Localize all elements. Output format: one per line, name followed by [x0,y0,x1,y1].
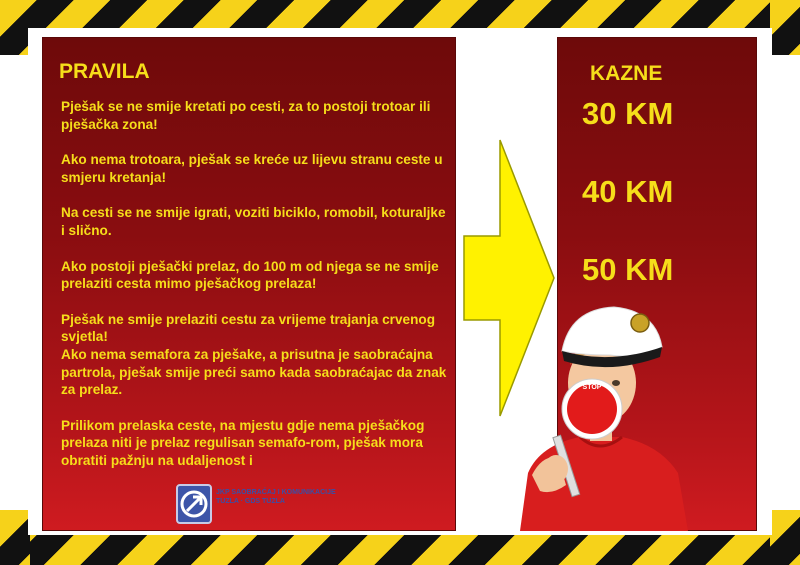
hazard-stripe-top [0,0,800,30]
fine-amount: 50 KM [582,252,674,287]
organization-logo [176,484,336,526]
rule-item: Ako postoji pješački prelaz, do 100 m od njega se ne smije prelaziti cesta mimo pješačkog prelaza! [61,258,439,292]
hazard-stripe-right-bottom [770,510,800,565]
rule-item: Pješak ne smije prelaziti cestu za vrijeme trajanja crvenog svjetla! [61,311,436,345]
rule-item: Pješak se ne smije kretati po cesti, za to postoji trotoar ili pješačka zona! [61,99,431,132]
rule-item: Ako nema semafora za pješake, a prisutna je saobraćajna partrola, pješak smije preći samo kada saobraćajac da znak za prelaz. [61,346,447,398]
rules-title: PRAVILA [59,60,150,83]
fines-title: KAZNE [590,62,663,85]
fine-amount: 40 KM [582,174,674,209]
hazard-stripe-left-bottom [0,510,30,565]
svg-text:STOP: STOP [582,384,602,391]
hazard-stripe-bottom [0,535,800,565]
rules-list [61,98,453,488]
organization-logo-text: JKP SAOBRAĆAJ I KOMUNIKACIJE TUZLA · GDS TUZLA [216,489,336,505]
rule-item: Na cesti se ne smije igrati, voziti biciklo, romobil, koturaljke i slično. [61,205,446,238]
organization-logo-icon [176,484,212,524]
hazard-stripe-left-top [0,0,30,55]
rules-panel [42,37,456,531]
rule-item: Prilikom prelaska ceste, na mjestu gdje nema pješačkog prelaza niti je prelaz regulisan semafo-rom, pješak mora obratiti pažnju na udaljenost i [61,417,425,468]
child-with-stop-sign-illustration [510,305,692,536]
hazard-stripe-right-top [770,0,800,55]
rule-item: Ako nema trotoara, pješak se kreće uz lijevu stranu ceste u smjeru kretanja! [61,152,443,185]
fine-amount: 30 KM [582,96,674,131]
